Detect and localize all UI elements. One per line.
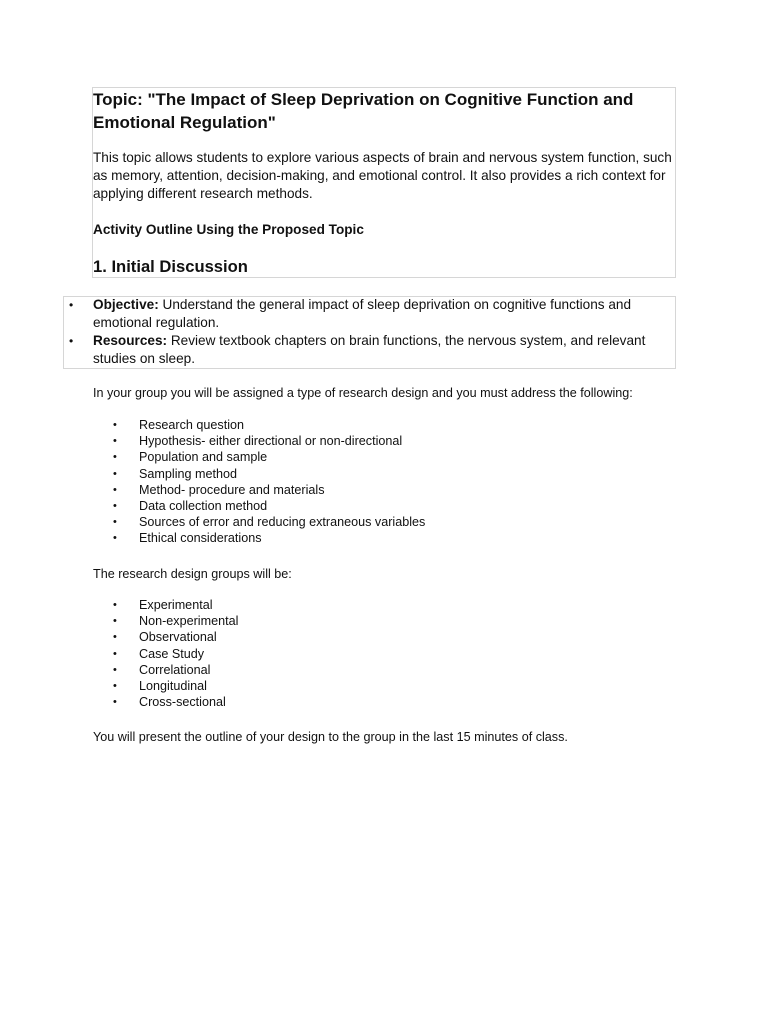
list-item: [113, 449, 673, 465]
list-item: [113, 597, 673, 613]
closing-paragraph: You will present the outline of your design to the group in the last 15 minutes of class.: [93, 730, 568, 744]
criteria-text: Sources of error and reducing extraneous variables: [139, 515, 426, 530]
criteria-text: Method- procedure and materials: [139, 482, 325, 497]
bullet-icon: •: [113, 516, 117, 529]
bullet-icon: •: [69, 298, 74, 312]
bullet-icon: •: [113, 679, 117, 692]
list-item: [113, 662, 673, 678]
design-text: Observational: [139, 630, 217, 645]
list-item: [113, 417, 673, 433]
bullet-icon: •: [113, 663, 117, 676]
designs-list: [113, 597, 673, 710]
assignment-intro: In your group you will be assigned a type of research design and you must address the following:: [93, 386, 633, 400]
bullet-icon: •: [113, 467, 117, 480]
list-item: [113, 433, 673, 449]
groups-intro: The research design groups will be:: [93, 567, 292, 581]
design-text: Longitudinal: [139, 678, 207, 693]
bullet-icon: •: [113, 451, 117, 464]
design-text: Case Study: [139, 646, 205, 661]
design-text: Cross-sectional: [139, 695, 226, 710]
list-item: [113, 498, 673, 514]
resources-item: [63, 332, 671, 368]
objective-item: [63, 296, 671, 332]
list-item: [113, 694, 673, 710]
bullet-icon: •: [113, 532, 117, 545]
objective-text: Understand the general impact of sleep deprivation on cognitive functions and emotional regulation.: [93, 297, 632, 330]
list-item: [113, 466, 673, 482]
design-text: Experimental: [139, 598, 213, 612]
bullet-icon: •: [113, 499, 117, 512]
criteria-text: Hypothesis- either directional or non-directional: [139, 434, 403, 449]
criteria-text: Ethical considerations: [139, 531, 262, 546]
design-text: Non-experimental: [139, 614, 239, 629]
resources-text: Review textbook chapters on brain functions, the nervous system, and relevant studies on sleep.: [93, 333, 646, 366]
criteria-text: Population and sample: [139, 450, 268, 465]
bullet-icon: •: [113, 631, 117, 644]
list-item: [113, 629, 673, 645]
list-item: [113, 530, 673, 546]
criteria-list: [113, 417, 673, 547]
bullet-icon: •: [113, 435, 117, 448]
objective-list: [63, 296, 671, 368]
list-item: [113, 646, 673, 662]
bullet-icon: •: [113, 647, 117, 660]
activity-heading: Activity Outline Using the Proposed Topic: [93, 222, 364, 237]
criteria-text: Research question: [139, 418, 245, 432]
topic-title: Topic: "The Impact of Sleep Deprivation on Cognitive Function and Emotional Regulation": [93, 90, 634, 132]
criteria-text: Sampling method: [139, 466, 238, 481]
design-text: Correlational: [139, 662, 211, 677]
objective-label: Objective:: [93, 297, 159, 312]
list-item: [113, 613, 673, 629]
intro-paragraph: This topic allows students to explore various aspects of brain and nervous system function, such as memory, attention, decision-making, and emotional control. It also provides a rich context for applying different research methods.: [93, 150, 672, 201]
resources-label: Resources:: [93, 333, 168, 348]
list-item: [113, 514, 673, 530]
bullet-icon: •: [113, 696, 117, 709]
bullet-icon: •: [113, 419, 117, 431]
bullet-icon: •: [69, 334, 74, 348]
section-heading: 1. Initial Discussion: [93, 257, 248, 276]
criteria-text: Data collection method: [139, 498, 268, 513]
list-item: [113, 482, 673, 498]
bullet-icon: •: [113, 483, 117, 496]
list-item: [113, 678, 673, 694]
bullet-icon: •: [113, 615, 117, 628]
bullet-icon: •: [113, 599, 117, 611]
